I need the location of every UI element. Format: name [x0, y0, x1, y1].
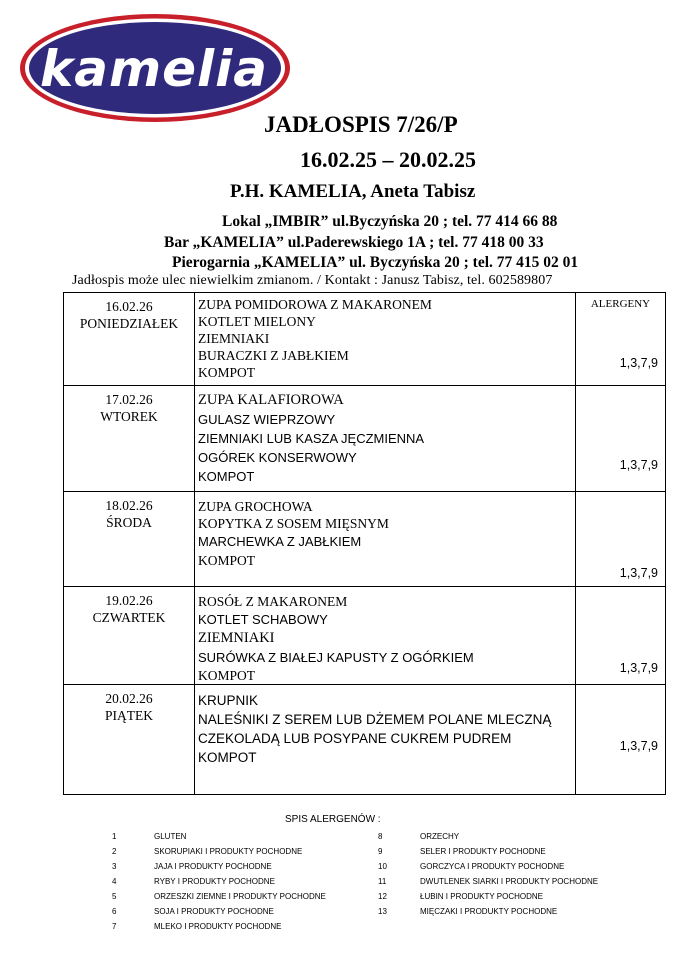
logo-text: kamelia: [39, 40, 269, 98]
dish: KOMPOT: [198, 668, 256, 683]
allergen-name: GORCZYCA I PRODUKTY POCHODNE: [420, 862, 565, 871]
allergen-name: MIĘCZAKI I PRODUKTY POCHODNE: [420, 907, 558, 916]
day-cell: [64, 293, 195, 386]
dish: KOPYTKA Z SOSEM MIĘSNYM: [198, 516, 389, 531]
day-cell: [64, 587, 195, 685]
allergens-value: 1,3,7,9: [619, 739, 658, 753]
change-notice: Jadłospis może ulec niewielkim zmianom. / Kontakt : Janusz Tabisz, tel. 602589807: [72, 273, 553, 288]
dish: KRUPNIK: [198, 693, 259, 708]
menu-table: [63, 292, 666, 795]
dish: ZUPA KALAFIOROWA: [198, 392, 344, 408]
dish: ZIEMNIAKI: [198, 630, 275, 646]
dish: GULASZ WIEPRZOWY: [198, 412, 336, 427]
allergen-name: JAJA I PRODUKTY POCHODNE: [154, 862, 272, 871]
company-name: P.H. KAMELIA, Aneta Tabisz: [230, 181, 476, 202]
allergen-number: 5: [112, 892, 117, 901]
dish: KOMPOT: [198, 469, 255, 484]
dish: KOTLET SCHABOWY: [198, 612, 328, 627]
allergen-name: MLEKO I PRODUKTY POCHODNE: [154, 922, 282, 931]
date: 20.02.26: [105, 691, 153, 706]
dish: ZUPA POMIDOROWA Z MAKARONEM: [198, 297, 432, 312]
allergens-cell: [576, 293, 666, 386]
table-row: [64, 293, 666, 386]
weekday: ŚRODA: [106, 515, 152, 530]
dish: ROSÓŁ Z MAKARONEM: [198, 594, 348, 609]
dish: MARCHEWKA Z JABŁKIEM: [198, 534, 362, 549]
menu-title: JADŁOSPIS 7/26/P: [264, 112, 458, 137]
allergens-value: 1,3,7,9: [619, 661, 658, 675]
dishes-cell: [195, 492, 576, 587]
location-bar-kamelia: Bar „KAMELIA” ul.Paderewskiego 1A ; tel. 77 418 00 33: [164, 234, 544, 251]
kamelia-logo: [18, 10, 293, 126]
weekday: PONIEDZIAŁEK: [79, 316, 179, 331]
allergen-name: DWUTLENEK SIARKI I PRODUKTY POCHODNE: [420, 877, 599, 886]
dish: ZIEMNIAKI LUB KASZA JĘCZMIENNA: [198, 431, 425, 446]
dish: KOMPOT: [198, 365, 256, 380]
allergen-name: SELER I PRODUKTY POCHODNE: [420, 847, 546, 856]
allergen-name: ORZECHY: [420, 832, 460, 841]
dish: KOTLET MIELONY: [198, 314, 316, 329]
dish: CZEKOLADĄ LUB POSYPANE CUKREM PUDREM: [198, 731, 512, 746]
allergen-number: 10: [378, 862, 387, 871]
allergens-value: 1,3,7,9: [619, 566, 658, 580]
allergen-name: RYBY I PRODUKTY POCHODNE: [154, 877, 275, 886]
allergen-number: 8: [378, 832, 383, 841]
table-row: [64, 685, 666, 795]
date: 19.02.26: [105, 593, 153, 608]
dish: KOMPOT: [198, 750, 257, 765]
allergen-number: 7: [112, 922, 117, 931]
menu-dates: 16.02.25 – 20.02.25: [300, 147, 476, 172]
allergens-value: 1,3,7,9: [619, 356, 658, 370]
dishes-cell: [195, 685, 576, 795]
day-cell: [64, 685, 195, 795]
weekday: CZWARTEK: [92, 610, 166, 625]
allergen-name: ŁUBIN I PRODUKTY POCHODNE: [420, 892, 543, 901]
dish: BURACZKI Z JABŁKIEM: [198, 348, 349, 363]
allergens-cell: [576, 685, 666, 795]
allergens-cell: [576, 587, 666, 685]
allergen-name: ORZESZKI ZIEMNE I PRODUKTY POCHODNE: [154, 892, 326, 901]
allergen-list-title: SPIS ALERGENÓW :: [285, 814, 381, 825]
dishes-cell: [195, 293, 576, 386]
allergens-header: ALERGENY: [590, 298, 651, 310]
table-row: [64, 587, 666, 685]
dish: ZIEMNIAKI: [198, 331, 270, 346]
allergen-number: 3: [112, 862, 117, 871]
dish: NALEŚNIKI Z SEREM LUB DŻEMEM POLANE MLECZNĄ: [198, 712, 552, 727]
dishes-cell: [195, 587, 576, 685]
dish: OGÓREK KONSERWOWY: [198, 450, 357, 465]
date: 16.02.26: [105, 299, 153, 314]
location-pierogarnia: Pierogarnia „KAMELIA” ul. Byczyńska 20 ; tel. 77 415 02 01: [172, 254, 579, 271]
allergen-number: 12: [378, 892, 387, 901]
allergens-cell: [576, 492, 666, 587]
dishes-cell: [195, 386, 576, 492]
dish: ZUPA GROCHOWA: [198, 499, 313, 514]
table-row: [64, 492, 666, 587]
allergen-number: 2: [112, 847, 117, 856]
allergen-number: 13: [378, 907, 387, 916]
weekday: PIĄTEK: [105, 708, 153, 723]
allergen-number: 11: [378, 877, 387, 886]
dish: SURÓWKA Z BIAŁEJ KAPUSTY Z OGÓRKIEM: [198, 650, 474, 665]
day-cell: [64, 492, 195, 587]
allergens-value: 1,3,7,9: [619, 458, 658, 472]
allergen-number: 6: [112, 907, 117, 916]
date: 18.02.26: [105, 498, 153, 513]
weekday: WTOREK: [100, 409, 158, 424]
allergen-number: 1: [112, 832, 117, 841]
day-cell: [64, 386, 195, 492]
allergen-name: SOJA I PRODUKTY POCHODNE: [154, 907, 274, 916]
allergen-number: 9: [378, 847, 383, 856]
table-row: [64, 386, 666, 492]
allergen-name: GLUTEN: [154, 832, 187, 841]
date: 17.02.26: [105, 392, 153, 407]
dish: KOMPOT: [198, 553, 256, 568]
allergens-cell: [576, 386, 666, 492]
allergen-name: SKORUPIAKI I PRODUKTY POCHODNE: [154, 847, 303, 856]
location-imbir: Lokal „IMBIR” ul.Byczyńska 20 ; tel. 77 414 66 88: [222, 213, 558, 230]
allergen-number: 4: [112, 877, 117, 886]
